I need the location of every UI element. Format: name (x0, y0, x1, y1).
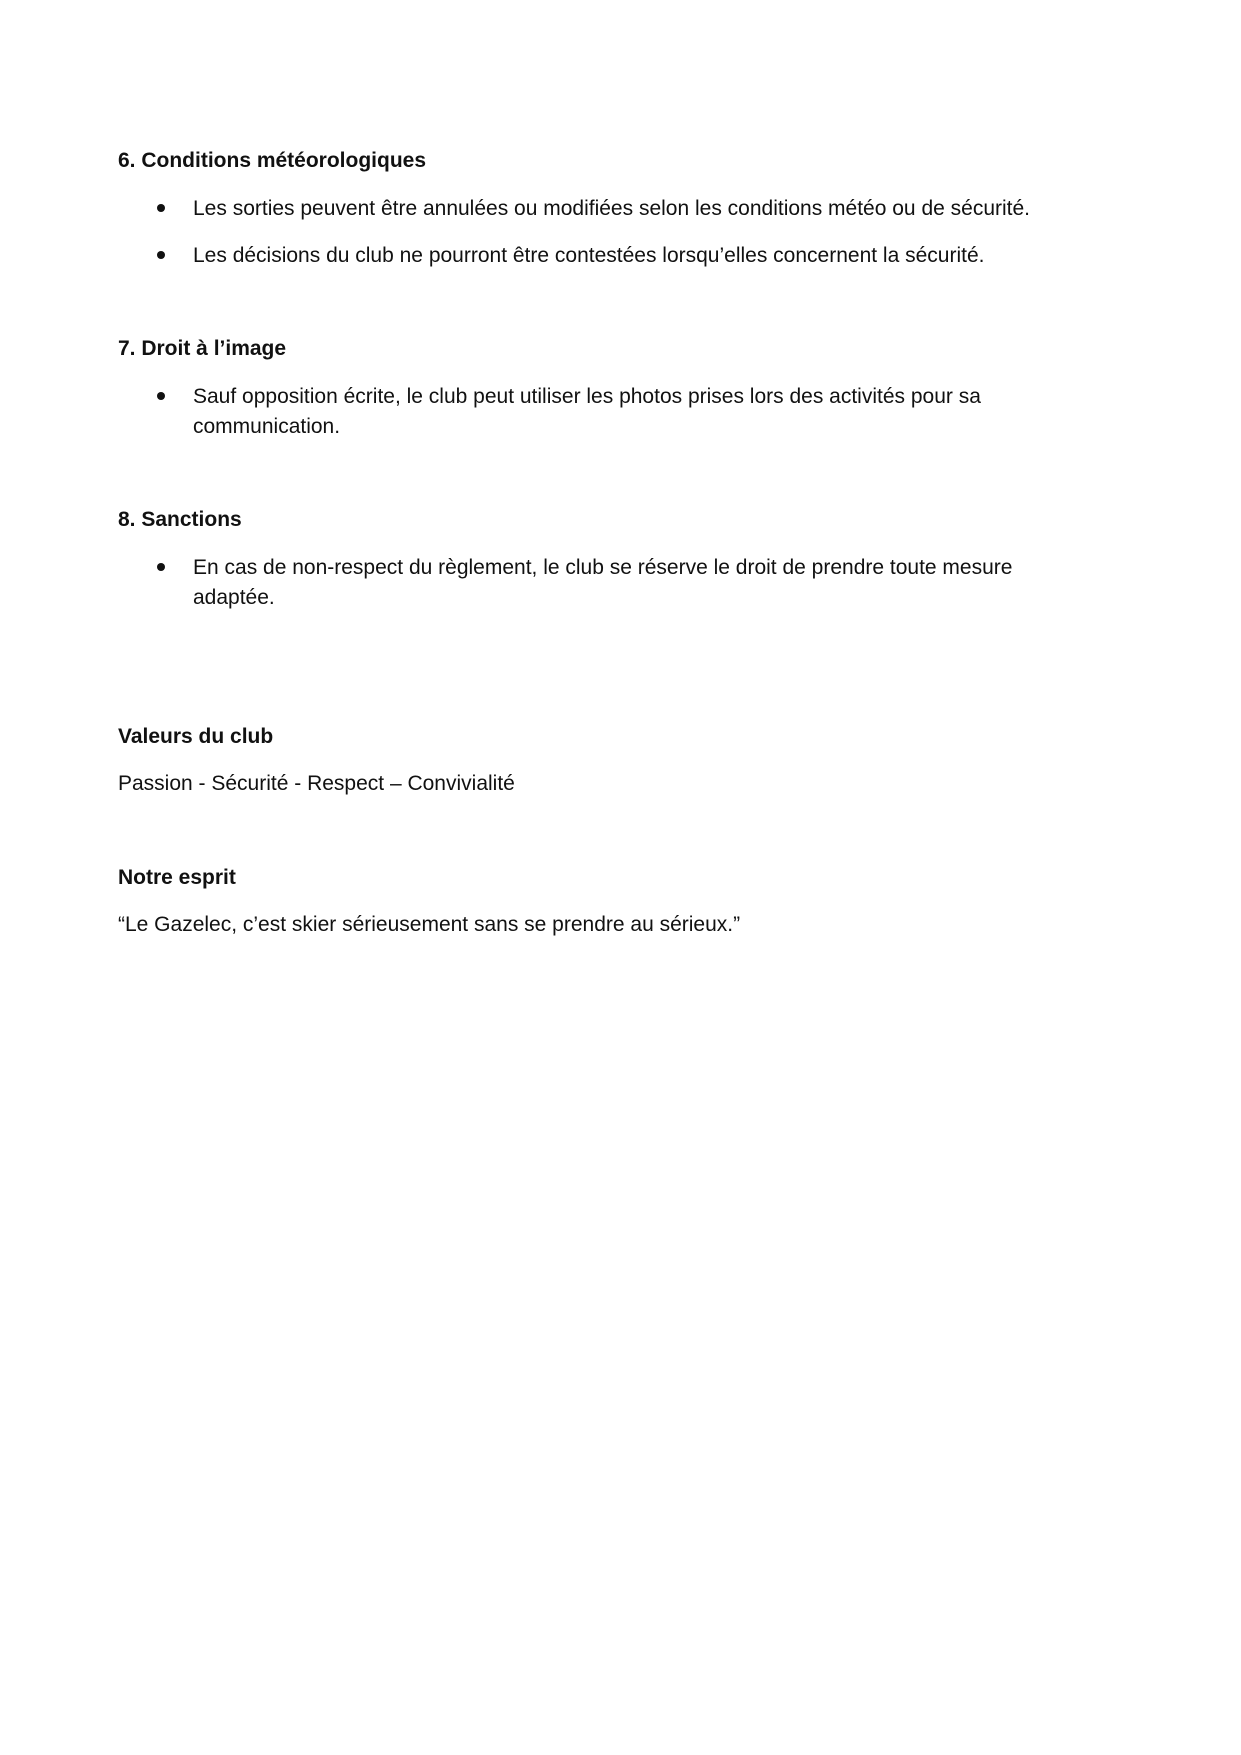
spirit-quote: “Le Gazelec, c’est skier sérieusement sans se prendre au sérieux.” (118, 913, 741, 936)
bullet-icon (157, 204, 165, 212)
spirit-heading: Notre esprit (118, 866, 236, 889)
bullet-icon (157, 251, 165, 259)
bullet-icon (157, 392, 165, 400)
bullet-text: Les décisions du club ne pourront être contestées lorsqu’elles concernent la sécurité. (193, 244, 985, 267)
section-8-heading: 8. Sanctions (118, 508, 242, 531)
section-6-heading: 6. Conditions météorologiques (118, 149, 427, 172)
bullet-icon (157, 563, 165, 571)
values-text: Passion - Sécurité - Respect – Convivialité (118, 772, 515, 795)
section-7-heading: 7. Droit à l’image (118, 337, 287, 360)
bullet-text: Les sorties peuvent être annulées ou modifiées selon les conditions météo ou de sécurité. (193, 197, 1031, 220)
bullet-text: En cas de non-respect du règlement, le club se réserve le droit de prendre toute mesure adaptée. (193, 556, 1013, 609)
bullet-text: Sauf opposition écrite, le club peut utiliser les photos prises lors des activités pour sa communication. (193, 385, 981, 438)
values-heading: Valeurs du club (118, 725, 274, 748)
